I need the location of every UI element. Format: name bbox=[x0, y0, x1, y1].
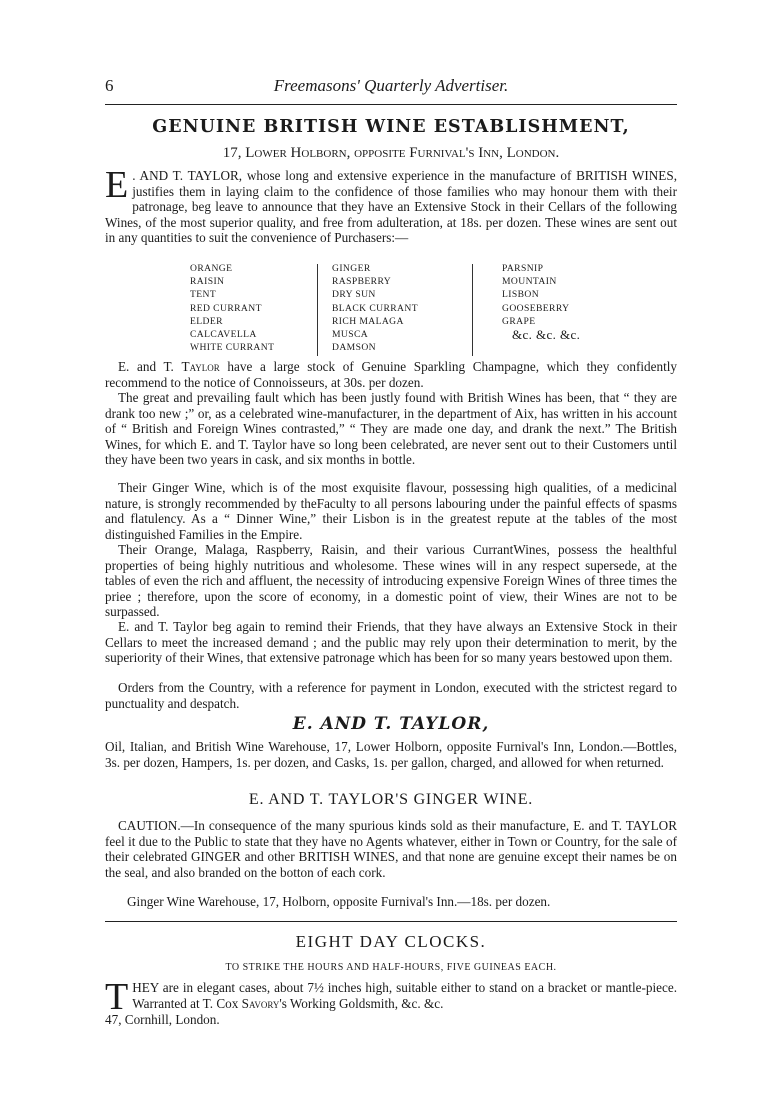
list-item: DRY SUN bbox=[332, 289, 376, 301]
para-ginger: Their Ginger Wine, which is of the most exquisite flavour, possessing high qualities, of a medicinal nature, is strongly recommended by theFaculty to all persons labouring under the painful effects of spasms and flatulency. As a “ Dinner Wine,” their Lisbon is in the greatest repute at the tables of the most distinguished Families in the Empire. bbox=[105, 480, 677, 542]
dropcap-e: E bbox=[105, 164, 129, 206]
list-item: GOOSEBERRY bbox=[502, 302, 570, 314]
list-item: DAMSON bbox=[332, 342, 376, 354]
list-item-etc: &c. &c. &c. bbox=[512, 327, 581, 343]
list-item: CALCAVELLA bbox=[190, 329, 257, 341]
list-item: TENT bbox=[190, 289, 217, 301]
list-item: BLACK CURRANT bbox=[332, 302, 418, 314]
list-item: PARSNIP bbox=[502, 263, 544, 274]
para-fault: The great and prevailing fault which has been justly found with British Wines has been, that “ they are drank too new ;” or, as a celebrated wine-manufacturer, in the department of Aix, has written in his account of “ British and Foreign Wines contrasted,” “ They are made one day, and drank the next.” The British Wines, for which E. and T. Taylor have so long been celebrated, are never sent out to their Customers until they have been two years in cask, and six months in bottle. bbox=[105, 390, 677, 468]
list-item: RED CURRANT bbox=[190, 302, 262, 314]
para-champagne: E. and T. Taylor have a large stock of Genuine Sparkling Champagne, which they confidently recommend to the notice of Connoisseurs, at 30s. per dozen. bbox=[105, 359, 678, 390]
wine-ad-heading: GENUINE BRITISH WINE ESTABLISHMENT, bbox=[152, 117, 630, 137]
list-item: ORANGE bbox=[190, 263, 233, 274]
wine-column-2 bbox=[332, 262, 418, 354]
clocks-ad-subheading: TO STRIKE THE HOURS AND HALF-HOURS, FIVE GUINEAS EACH. bbox=[225, 962, 557, 973]
para-remind: E. and T. Taylor beg again to remind their Friends, that they have always an Extensive Stock in their Cellars to meet the increased demand ; and the public may rely upon their determination to merit, by the superiority of their Wines, that extensive patronage which has been for so many years bestowed upon them. bbox=[105, 619, 677, 666]
header-rule bbox=[105, 104, 677, 105]
running-title: Freemasons' Quarterly Advertiser. bbox=[273, 76, 509, 95]
list-item: LISBON bbox=[502, 289, 540, 301]
list-item: RASPBERRY bbox=[332, 276, 392, 288]
wine-column-1 bbox=[190, 262, 274, 354]
column-divider bbox=[317, 264, 318, 356]
list-item: RICH MALAGA bbox=[332, 315, 404, 327]
wine-ad-address: 17, Lower Holborn, opposite Furnival's Inn, London. bbox=[222, 145, 560, 161]
para-orders: Orders from the Country, with a reference for payment in London, executed with the strictest regard to punctuality and despatch. bbox=[105, 680, 677, 711]
page-number: 6 bbox=[105, 76, 114, 95]
warehouse-text: Oil, Italian, and British Wine Warehouse, 17, Lower Holborn, opposite Furnival's Inn, London.—Bottles, 3s. per dozen, Hampers, 1s. per dozen, and Casks, 1s. per gallon, charged, and allowed for when returned. bbox=[105, 739, 677, 770]
column-divider bbox=[472, 264, 473, 356]
wine-column-3 bbox=[502, 262, 580, 341]
list-item: GRAPE bbox=[502, 315, 536, 327]
para-orange: Their Orange, Malaga, Raspberry, Raisin, and their various CurrantWines, possess the healthful properties of being highly nutritious and wholesome. These wines will in any respect supersede, at the tables of even the rich and affluent, the necessity of introducing expensive Foreign Wines of three times the priee ; therefore, upon the score of economy, in a domestic point of view, their Wines are not to be surpassed. bbox=[105, 542, 677, 620]
clocks-ad-body: THEY are in elegant cases, about 7½ inches high, suitable either to stand on a bracket or mantle-piece. Warranted at T. Cox Savory's Working Goldsmith, &c. &c. bbox=[105, 976, 677, 1018]
list-item: WHITE CURRANT bbox=[190, 342, 275, 354]
ginger-ad-heading: E. AND T. TAYLOR'S GINGER WINE. bbox=[248, 791, 534, 808]
list-item: ELDER bbox=[190, 315, 223, 327]
wine-list bbox=[190, 262, 670, 358]
dropcap-t: T bbox=[105, 976, 129, 1018]
list-item: GINGER bbox=[332, 263, 371, 274]
list-item: RAISIN bbox=[190, 276, 225, 288]
clocks-ad-heading: EIGHT DAY CLOCKS. bbox=[295, 932, 487, 951]
running-header bbox=[105, 76, 677, 100]
firm-name: E. AND T. TAYLOR, bbox=[292, 714, 490, 734]
list-item: MUSCA bbox=[332, 329, 369, 341]
list-item: MOUNTAIN bbox=[502, 276, 557, 288]
caution-text: CAUTION.—In consequence of the many spurious kinds sold as their manufacture, E. and T. TAYLOR feel it due to the Public to state that they have no Agents whatever, either in Town or Country, for the sale of their celebrated GINGER and other BRITISH WINES, and that none are genuine except their names be on the seal, and also branded on the botton of each cork. bbox=[105, 818, 677, 880]
clocks-ad-address: 47, Cornhill, London. bbox=[105, 1012, 220, 1027]
wine-ad-intro: E . AND T. TAYLOR, whose long and extensive experience in the manufacture of BRITISH WINES, justifies them in laying claim to the confidence of those families who may honour them with their patronage, beg leave to announce that they have an Extensive Stock in their Cellars of the following Wines, of the most superior quality, and free from adulteration, at 18s. per dozen. These wines are sent out in any quantities to suit the convenience of Purchasers:— bbox=[105, 164, 677, 246]
ginger-ad-footer: Ginger Wine Warehouse, 17, Holborn, opposite Furnival's Inn.—18s. per dozen. bbox=[127, 894, 551, 909]
section-rule bbox=[105, 921, 677, 922]
